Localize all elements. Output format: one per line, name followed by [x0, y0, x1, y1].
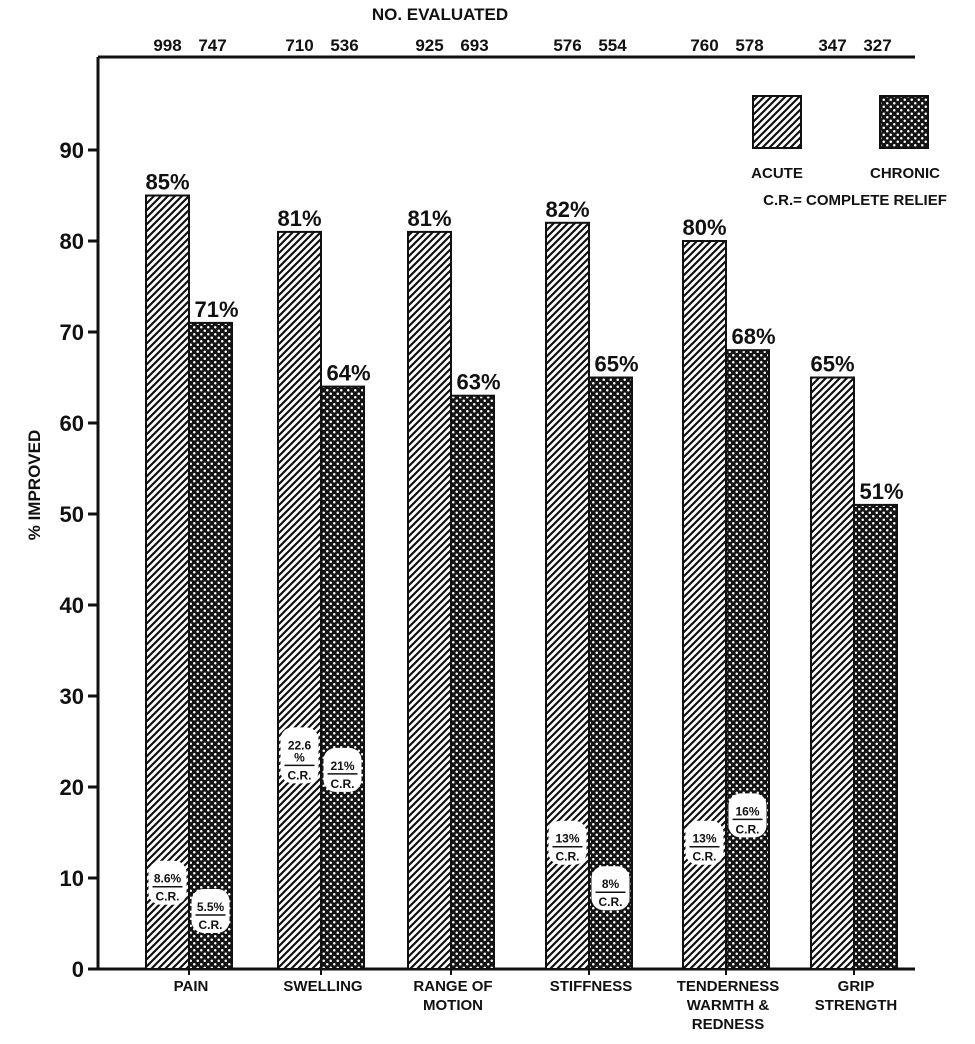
chronic-value-label: 51% — [859, 478, 904, 504]
acute-bar — [146, 196, 189, 970]
x-category-label: REDNESS — [691, 1016, 765, 1033]
chronic-bar — [854, 505, 897, 969]
cr-abbrev-label: C.R. — [155, 889, 180, 904]
acute-value-label: 85% — [145, 169, 190, 195]
acute-complete-relief-badge — [549, 821, 587, 865]
chronic-n-evaluated-label: 554 — [598, 36, 627, 55]
acute-n-evaluated-label: 925 — [415, 36, 444, 55]
acute-n-evaluated-label: 347 — [818, 36, 847, 55]
acute-value-label: 81% — [407, 205, 452, 231]
cr-abbrev-label: C.R. — [555, 849, 580, 864]
cr-value-label: 22.6 — [287, 738, 312, 753]
chronic-value-label: 63% — [456, 369, 501, 395]
chronic-bar — [189, 323, 232, 969]
cr-value-label: % — [294, 750, 305, 765]
chronic-value-label: 71% — [194, 296, 239, 322]
legend-acute-swatch — [753, 96, 801, 148]
y-tick-label: 70 — [59, 320, 84, 345]
chronic-n-evaluated-label: 693 — [460, 36, 489, 55]
y-tick-label: 20 — [59, 775, 84, 800]
y-axis-label: % IMPROVED — [25, 429, 44, 541]
chronic-bar — [451, 396, 494, 969]
y-tick-label: 40 — [59, 593, 84, 618]
x-category-label: MOTION — [423, 997, 483, 1014]
acute-bar — [408, 232, 451, 969]
y-tick-label: 10 — [59, 866, 84, 891]
bar-group — [145, 170, 903, 970]
acute-value-label: 81% — [277, 205, 322, 231]
cr-abbrev-label: C.R. — [330, 776, 355, 791]
legend-chronic-label: CHRONIC — [870, 165, 940, 182]
chronic-complete-relief-badge — [324, 748, 362, 792]
cr-abbrev-label: C.R. — [692, 849, 717, 864]
cr-value-label: 21% — [330, 758, 355, 773]
x-category-label: STRENGTH — [814, 997, 898, 1014]
y-tick-label: 80 — [59, 229, 84, 254]
chronic-n-evaluated-label: 578 — [735, 36, 764, 55]
acute-bar — [811, 378, 854, 970]
acute-n-evaluated-label: 710 — [285, 36, 314, 55]
y-tick-label: 0 — [71, 957, 84, 982]
acute-value-label: 80% — [682, 215, 727, 240]
y-tick-label: 60 — [59, 411, 84, 436]
chronic-n-evaluated-label: 536 — [330, 36, 359, 55]
y-tick-label: 90 — [59, 138, 84, 163]
acute-n-evaluated-label: 998 — [153, 36, 182, 55]
acute-value-label: 82% — [545, 196, 590, 222]
x-category-label: STIFFNESS — [549, 978, 633, 995]
chronic-n-evaluated-label: 327 — [863, 36, 892, 55]
cr-abbrev-label: C.R. — [598, 895, 623, 910]
x-category-label: WARMTH & — [686, 997, 770, 1014]
x-category-label: SWELLING — [283, 978, 363, 995]
acute-complete-relief-badge — [686, 821, 724, 865]
legend-note: C.R.= COMPLETE RELIEF — [763, 192, 947, 209]
legend — [751, 96, 947, 209]
chart-title: NO. EVALUATED — [371, 5, 509, 24]
chronic-n-evaluated-label: 747 — [198, 36, 227, 55]
chronic-complete-relief-badge — [192, 889, 230, 933]
acute-bar — [278, 232, 321, 969]
x-category-label: PAIN — [173, 978, 209, 995]
chronic-bar — [321, 387, 364, 969]
cr-value-label: 13% — [692, 831, 717, 846]
y-tick-label: 30 — [59, 684, 84, 709]
chronic-bar — [726, 350, 769, 969]
x-category-label: TENDERNESS — [676, 978, 780, 995]
x-category-label: RANGE OF — [413, 978, 493, 995]
legend-acute-label: ACUTE — [751, 165, 803, 182]
cr-abbrev-label: C.R. — [735, 822, 760, 837]
chronic-value-label: 64% — [326, 360, 371, 386]
cr-value-label: 5.5% — [196, 899, 225, 914]
y-tick-label: 50 — [59, 502, 84, 527]
cr-abbrev-label: C.R. — [198, 917, 223, 932]
acute-complete-relief-badge — [149, 861, 187, 905]
cr-value-label: 8.6% — [153, 871, 182, 886]
chronic-complete-relief-badge — [592, 866, 630, 910]
cr-value-label: 13% — [555, 831, 580, 846]
acute-value-label: 65% — [810, 351, 855, 377]
acute-complete-relief-badge — [281, 727, 319, 783]
cr-value-label: 16% — [735, 804, 760, 819]
legend-chronic-swatch — [880, 96, 928, 148]
chronic-complete-relief-badge — [729, 793, 767, 837]
chronic-value-label: 65% — [594, 351, 639, 377]
cr-value-label: 8% — [601, 877, 620, 892]
x-category-label: GRIP — [837, 978, 875, 995]
acute-n-evaluated-label: 760 — [690, 36, 719, 55]
cr-abbrev-label: C.R. — [287, 768, 312, 783]
acute-n-evaluated-label: 576 — [553, 36, 582, 55]
chronic-value-label: 68% — [731, 324, 776, 350]
